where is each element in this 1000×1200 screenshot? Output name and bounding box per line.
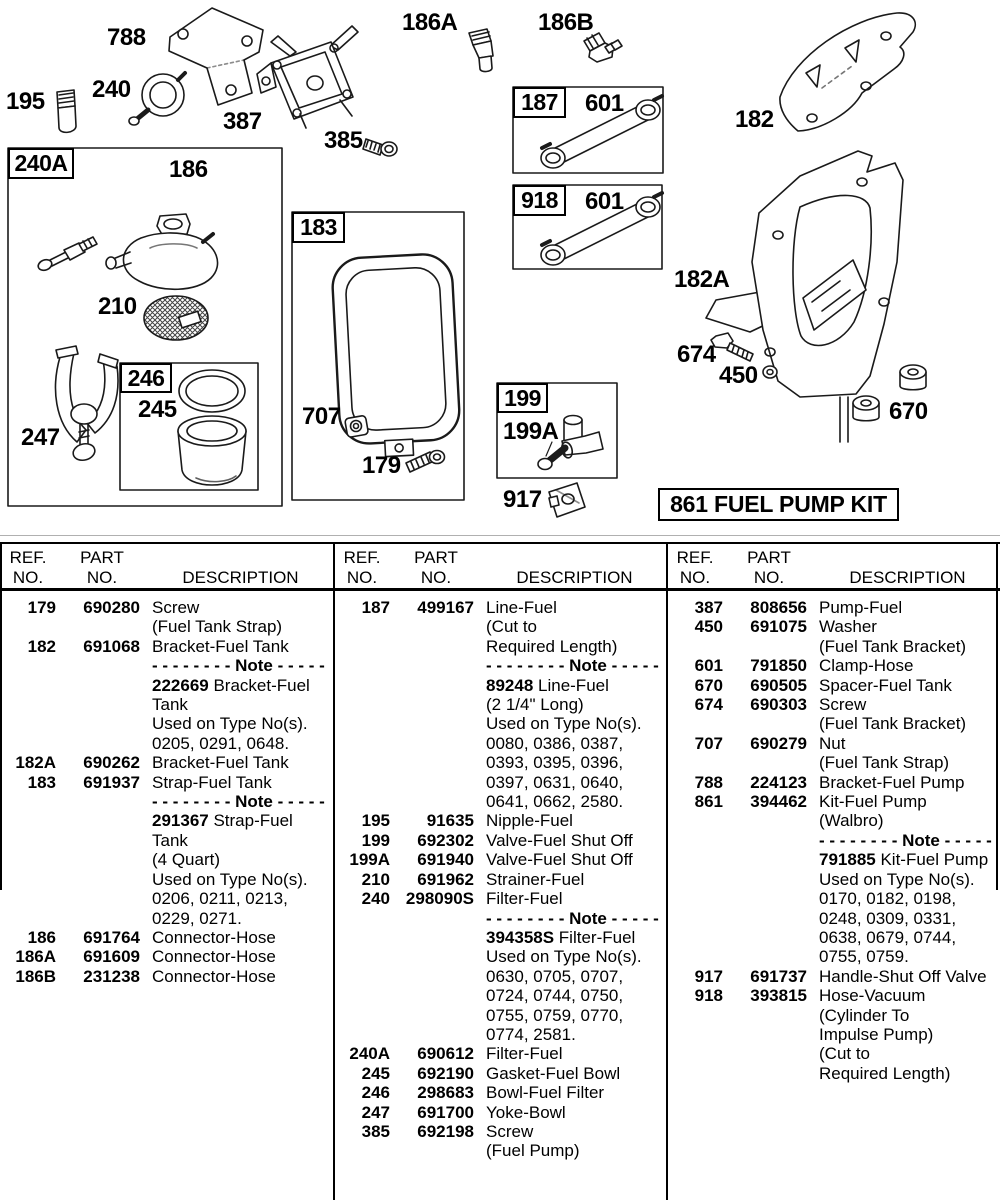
description: Handle-Shut Off Valve [819,966,987,986]
description: Washer (Fuel Tank Bracket) [819,617,967,656]
part-no: 298683 [417,1083,474,1103]
description: Strap-Fuel Tank - - - - - - - - Note - - - - - 291367 Strap-Fuel Tank (4 Quart) Used on Type No(s). 0206, 0211, 0213, 0229, 0271. [152,772,325,928]
ref-no: 918 [694,986,723,1006]
elbow-connector-186A-part [469,29,493,72]
screw-385-part [363,139,397,156]
box-label-246: 246 [120,363,172,393]
description: Nipple-Fuel [486,811,573,831]
part-no: 691737 [750,966,807,986]
header-ref-no: NO. [12,568,44,587]
callout-707: 707 [302,403,341,430]
table-row [667,598,1000,617]
ref-no: 385 [361,1121,390,1141]
parts-table [0,535,1000,1200]
ref-no: 861 [694,792,723,812]
callout-179: 179 [362,452,401,479]
part-no: 691700 [417,1102,474,1122]
nipple-fuel-195-part [57,90,76,132]
table-column-2 [334,542,667,1161]
part-no: 690612 [417,1044,474,1064]
callout-199A: 199A [503,418,559,445]
description: Screw (Fuel Tank Bracket) [819,695,967,734]
description: Screw (Fuel Pump) [486,1121,580,1161]
part-no: 692302 [417,830,474,850]
description: Filter-Fuel [486,1044,563,1064]
yoke-247-part [56,346,118,463]
ref-no: 182 [27,636,56,656]
callout-186: 186 [169,156,208,183]
part-no: 691068 [83,636,140,656]
ref-no: 182A [15,753,56,773]
description: Connector-Hose [152,966,276,986]
description: Bracket-Fuel Tank - - - - - - - - Note - - - - - 222669 Bracket-Fuel Tank Used on Type No(s). 0205, 0291, 0648. [152,636,325,753]
table-row [0,598,333,637]
description: Filter-Fuel - - - - - - - - Note - - - - - 394358S Filter-Fuel Used on Type No(s). 0630, 0705, 0707, 0724, 0744, 0750, 0755, 0759, 0770, 0774, 2581. [486,889,659,1044]
table-row [334,1083,667,1102]
table-row [334,1103,667,1122]
callout-182: 182 [735,106,774,133]
description: Connector-Hose [152,947,276,967]
header-description: DESCRIPTION [849,568,966,587]
table-row [334,811,667,830]
table-header [334,542,667,588]
ref-no: 195 [361,811,390,831]
table-row [667,986,1000,1083]
ref-no: 601 [694,656,723,676]
table-column-3 [667,542,1000,1083]
ref-no: 183 [27,772,56,792]
description: Nut (Fuel Tank Strap) [819,733,950,773]
header-part: PART [747,548,791,567]
gasket-245-part [179,370,245,412]
callout-601-upper: 601 [585,90,624,117]
header-description: DESCRIPTION [516,568,633,587]
description: Line-Fuel (Cut to Required Length) - - - - - - - - Note - - - - - 89248 Line-Fuel (2 1/4" Long) Used on Type No(s). 0080, 0386, 0387, 0393, 0395, 0396, 0397, 0631, 0640, 0641, 0662, 2580. [486,598,659,812]
part-no: 691609 [83,947,140,967]
table-row [667,617,1000,656]
part-no: 231238 [83,966,140,986]
description: Hose-Vacuum (Cylinder To Impulse Pump) (Cut to Required Length) [819,986,951,1083]
description: Bracket-Fuel Pump [819,772,965,792]
table-row [0,773,333,928]
bracket-fuel-tank-182-part [780,13,915,131]
header-ref: REF. [343,548,381,567]
table-row [334,1064,667,1083]
callout-917: 917 [503,486,542,513]
ref-no: 199 [361,830,390,850]
header-part-no: NO. [753,568,785,587]
ref-no: 247 [361,1102,390,1122]
header-ref: REF. [9,548,47,567]
table-row [667,967,1000,986]
table-row [334,850,667,869]
header-ref-no: NO. [346,568,378,587]
fuel-pump-kit-banner: 861 FUEL PUMP KIT [658,488,899,521]
screw-674-part [711,333,753,361]
table-row [334,870,667,889]
description: Pump-Fuel [819,598,903,617]
part-no: 91635 [426,811,474,831]
callout-247: 247 [21,424,60,451]
header-part-no: NO. [86,568,118,587]
table-row [667,734,1000,773]
ref-no: 187 [361,598,390,617]
description: Clamp-Hose [819,656,914,676]
needle-valve-part [37,237,97,272]
part-no: 690303 [750,695,807,715]
part-no: 691764 [83,927,140,947]
ref-no: 186A [15,947,56,967]
callout-788: 788 [107,24,146,51]
part-no: 691075 [750,617,807,637]
header-ref-no: NO. [679,568,711,587]
table-row [0,967,333,986]
diagram-artwork [0,0,1000,540]
part-no: 691962 [417,869,474,889]
ref-no: 707 [694,733,723,753]
callout-182A: 182A [674,266,730,293]
part-no: 808656 [750,598,807,617]
ref-no: 450 [694,617,723,637]
description: Strainer-Fuel [486,869,585,889]
table-header [667,542,1000,588]
table-body [334,588,667,1161]
table-header [0,542,333,588]
table-body [667,588,1000,1083]
ref-no: 240 [361,889,390,909]
ref-no: 186 [27,927,56,947]
table-row [334,889,667,1044]
ref-no: 670 [694,675,723,695]
bowl-246-part [178,416,246,485]
exploded-parts-diagram [0,0,1000,540]
part-no: 691937 [83,772,140,792]
washer-450-part [763,366,777,378]
table-top-faint-rule [0,535,1000,536]
table-row [0,947,333,966]
fuel-pump-387-part [257,26,358,128]
filter-housing-240A-part [106,214,218,289]
handle-917-part [549,483,585,517]
callout-186B: 186B [538,9,594,36]
part-no: 691940 [417,850,474,870]
header-part: PART [414,548,458,567]
nut-707-part [345,415,369,437]
ref-no: 788 [694,772,723,792]
header-part-no: NO. [420,568,452,587]
callout-210: 210 [98,293,137,320]
callout-674: 674 [677,341,716,368]
part-no: 690279 [750,733,807,753]
ref-no: 240A [349,1044,390,1064]
description: Screw (Fuel Tank Strap) [152,598,283,637]
table-row [0,637,333,753]
connector-186B-part [584,33,622,62]
table-row [667,676,1000,695]
table-row [334,831,667,850]
callout-450: 450 [719,362,758,389]
table-row [667,695,1000,734]
ref-no: 245 [361,1063,390,1083]
ref-no: 387 [694,598,723,617]
callout-387: 387 [223,108,262,135]
description: Bowl-Fuel Filter [486,1083,605,1103]
description: Yoke-Bowl [486,1102,566,1122]
box-label-918: 918 [513,185,566,216]
part-no: 692190 [417,1063,474,1083]
strainer-210-part [144,296,208,340]
callout-195: 195 [6,88,45,115]
table-row [667,656,1000,675]
table-row [334,598,667,811]
description: Valve-Fuel Shut Off [486,850,633,870]
description: Bracket-Fuel Tank [152,753,289,773]
part-no: 224123 [750,772,807,792]
part-no: 690262 [83,753,140,773]
ref-no: 674 [694,695,723,715]
ref-no: 210 [361,869,390,889]
description: Kit-Fuel Pump (Walbro) - - - - - - - - Note - - - - - 791885 Kit-Fuel Pump Used on Type No(s). 0170, 0182, 0198, 0248, 0309, 0331, 0638, 0679, 0744, 0755, 0759. [819,792,992,967]
ref-no: 917 [694,966,723,986]
ref-no: 186B [15,966,56,986]
header-description: DESCRIPTION [182,568,299,587]
ref-no: 246 [361,1083,390,1103]
description: Spacer-Fuel Tank [819,675,952,695]
table-row [667,792,1000,967]
table-row [0,928,333,947]
table-row [334,1122,667,1161]
part-no: 690280 [83,598,140,617]
table-column-1 [0,542,333,986]
box-label-187: 187 [513,87,566,118]
callout-245: 245 [138,396,177,423]
fuel-filter-240-part [129,73,185,125]
callout-186A: 186A [402,9,458,36]
table-row [667,773,1000,792]
callout-385: 385 [324,127,363,154]
table-row [334,1044,667,1063]
part-no: 791850 [750,656,807,676]
table-row [0,753,333,772]
description: Connector-Hose [152,927,276,947]
part-no: 394462 [750,792,807,812]
part-no: 393815 [750,986,807,1006]
box-label-199: 199 [497,383,548,413]
description: Gasket-Fuel Bowl [486,1063,621,1083]
callout-601-lower: 601 [585,188,624,215]
ref-no: 179 [27,598,56,617]
box-label-183: 183 [292,212,345,243]
box-label-240A: 240A [8,148,74,179]
callout-240: 240 [92,76,131,103]
part-no: 692198 [417,1121,474,1141]
table-body [0,588,333,986]
description: Valve-Fuel Shut Off [486,830,633,850]
part-no: 298090S [405,889,474,909]
ref-no: 199A [349,850,390,870]
part-no: 499167 [417,598,474,617]
header-part: PART [80,548,124,567]
part-no: 690505 [750,675,807,695]
header-ref: REF. [676,548,714,567]
callout-670: 670 [889,398,928,425]
